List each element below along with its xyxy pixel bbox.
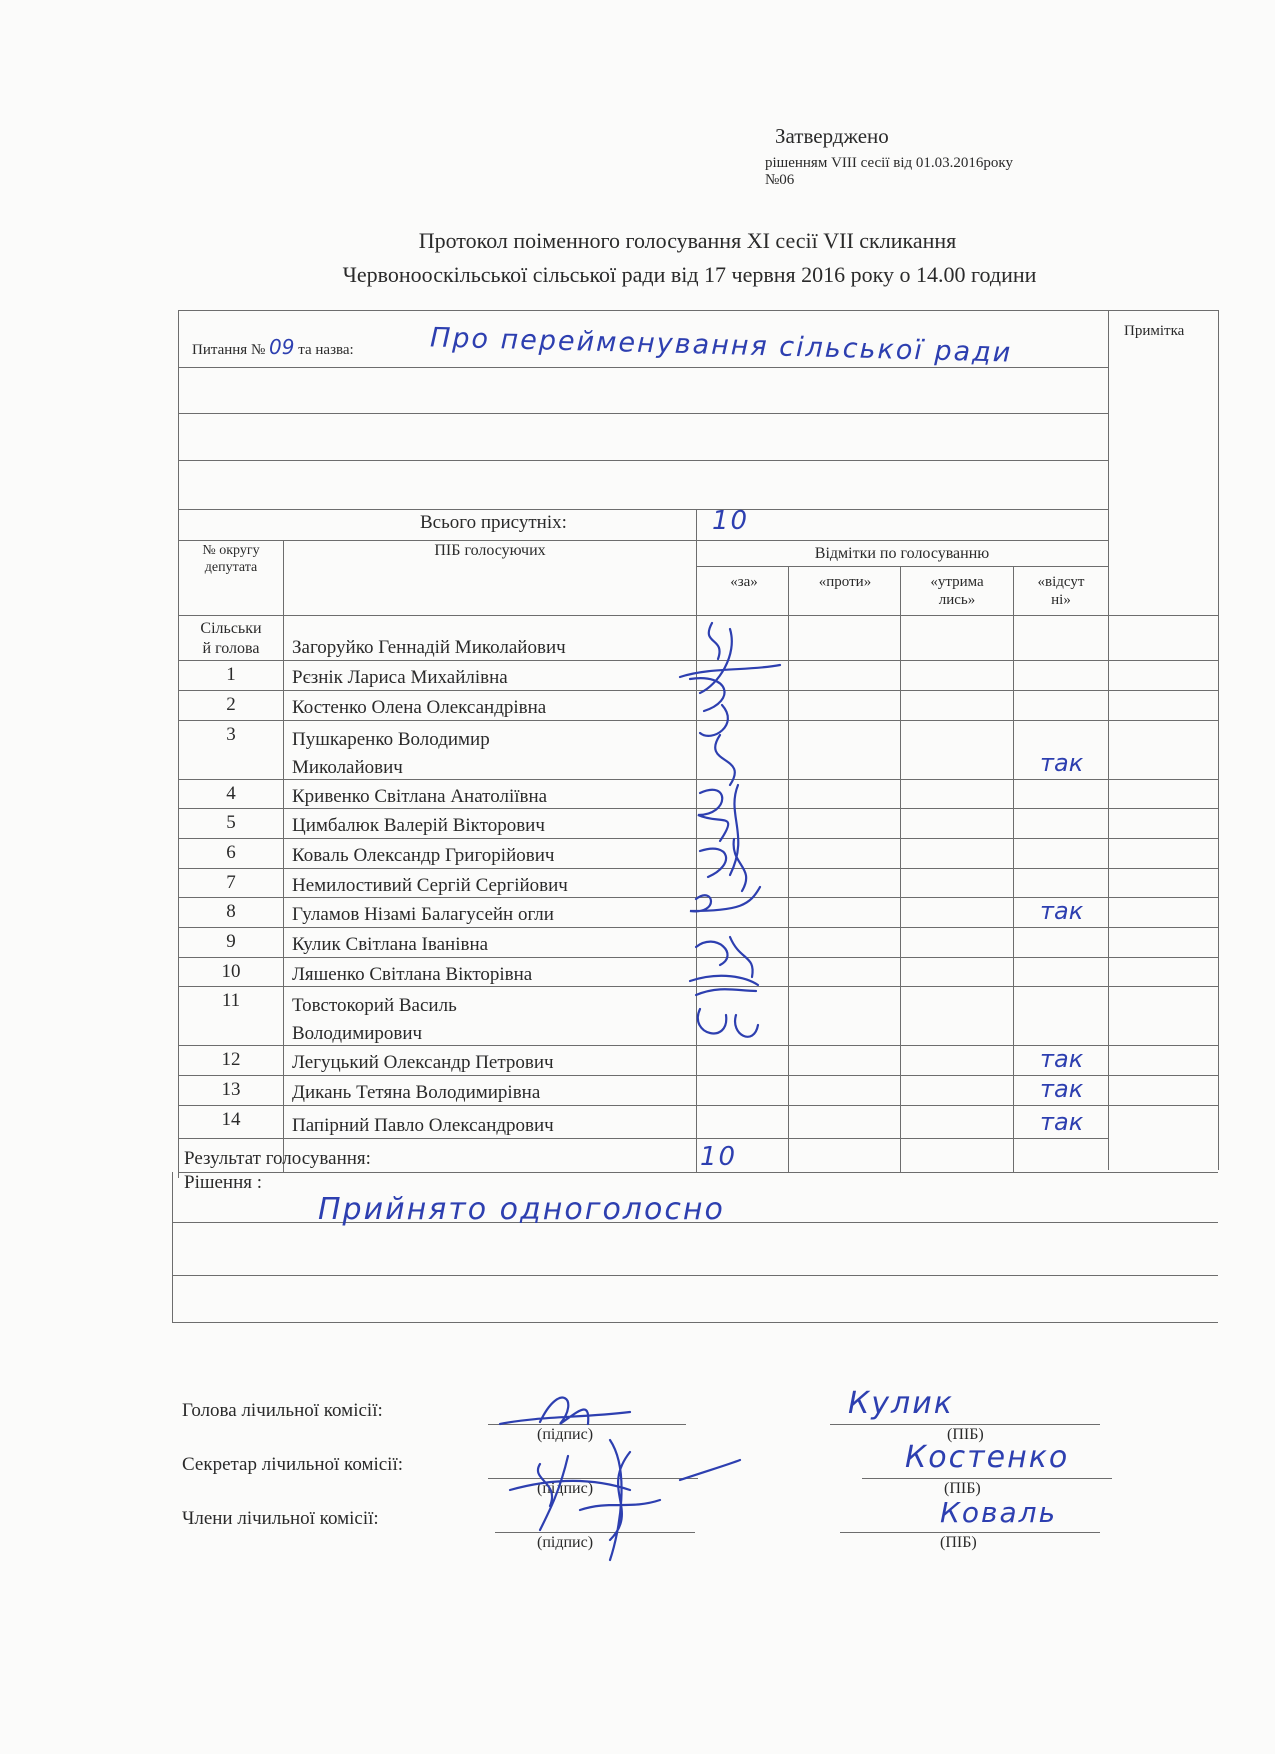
deputy-name — [292, 812, 692, 840]
deputy-name-line1: Костенко Олена Олександрівна — [292, 697, 547, 718]
district-number — [180, 1049, 282, 1071]
deputy-name — [292, 992, 692, 1048]
header-absent-line1: «відсут — [1037, 574, 1085, 590]
secretary-name-caption: (ПІБ) — [944, 1480, 981, 1497]
note-header: Примітка — [1124, 323, 1185, 339]
question-number: 09 — [269, 335, 295, 359]
district-number — [180, 664, 282, 686]
deputy-name — [292, 961, 692, 989]
deputy-name-line1: Цимбалюк Валерій Вікторович — [292, 815, 545, 836]
header-abstain — [902, 573, 1012, 609]
absent-mark: так — [1040, 897, 1084, 925]
chair-name-caption: (ПІБ) — [947, 1426, 984, 1443]
deputy-name-line2: Володимирович — [292, 1023, 423, 1044]
district-number-line1: 7 — [226, 872, 236, 893]
header-abstain-line1: «утрима — [930, 574, 984, 590]
district-number — [180, 901, 282, 923]
district-number — [180, 1109, 282, 1131]
document-title-line2: Червонооскільської сільської ради від 17 червня 2016 року о 14.00 години — [342, 262, 1037, 287]
header-abstain-line2: лись» — [938, 592, 976, 608]
deputy-name — [292, 872, 692, 900]
district-number-line1: 14 — [221, 1109, 241, 1130]
deputy-name — [292, 1112, 692, 1140]
deputy-name — [292, 783, 692, 811]
deputy-name — [292, 1079, 692, 1107]
deputy-name — [292, 931, 692, 959]
document-title-line1: Протокол поіменного голосування XI сесії VII скликання — [418, 228, 957, 253]
for-signatures — [660, 615, 800, 1055]
chair-sign-caption: (підпис) — [537, 1426, 594, 1443]
header-district: № округу депутата — [202, 543, 260, 575]
deputy-name-line1: Ляшенко Світлана Вікторівна — [292, 964, 533, 985]
district-number — [180, 931, 282, 953]
deputy-name-line1: Товстокорий Василь — [292, 995, 457, 1016]
deputy-name-line1: Папірний Павло Олександрович — [292, 1115, 554, 1136]
present-label: Всього присутніх: — [420, 512, 567, 533]
district-number-line1: 13 — [221, 1079, 241, 1100]
deputy-name — [292, 1049, 692, 1077]
deputy-name — [292, 726, 692, 782]
members-sign-caption: (підпис) — [537, 1534, 594, 1551]
deputy-name-line1: Загоруйко Геннадій Миколайович — [292, 637, 566, 658]
deputy-name-line1: Гуламов Нізамі Балагусейн огли — [292, 904, 554, 925]
chair-label: Голова лічильної комісії: — [182, 1400, 383, 1421]
header-name: ПІБ голосуючих — [434, 542, 546, 559]
district-number — [180, 1079, 282, 1101]
district-number — [180, 724, 282, 746]
district-number-line1: 3 — [226, 724, 236, 745]
district-number — [180, 694, 282, 716]
secretary-name: Костенко — [905, 1440, 1070, 1475]
district-number-line1: 10 — [221, 961, 241, 982]
members-label: Члени лічильної комісії: — [182, 1508, 379, 1529]
secretary-label: Секретар лічильної комісії: — [182, 1454, 404, 1475]
district-number — [180, 961, 282, 983]
district-number-line2: й голова — [202, 640, 260, 657]
approval-number: №06 — [765, 172, 795, 188]
deputy-name-line1: Пушкаренко Володимир — [292, 729, 490, 750]
header-marks: Відмітки по голосуванню — [814, 545, 990, 562]
header-for: «за» — [730, 574, 758, 590]
header-against: «проти» — [818, 574, 872, 590]
district-number — [180, 842, 282, 864]
question-label-prefix: Питання № — [192, 342, 266, 358]
question-name: Про перейменування сільської ради — [429, 322, 1013, 369]
decision-text: Прийнято одноголосно — [318, 1192, 725, 1227]
deputy-name-line1: Коваль Олександр Григорійович — [292, 845, 555, 866]
decision-label: Рішення : — [184, 1172, 263, 1193]
district-number-line1: 5 — [226, 812, 236, 833]
header-absent — [1015, 573, 1107, 609]
absent-mark: так — [1040, 1075, 1084, 1103]
header-absent-line2: ні» — [1051, 592, 1071, 608]
result-value: 10 — [700, 1142, 738, 1172]
absent-mark: так — [1040, 1108, 1084, 1136]
district-number-line1: 12 — [221, 1049, 241, 1070]
deputy-name-line1: Кривенко Світлана Анатоліївна — [292, 786, 548, 807]
question-label — [192, 335, 354, 359]
present-value: 10 — [712, 506, 750, 536]
deputy-name — [292, 901, 692, 929]
district-number-line1: 9 — [226, 931, 236, 952]
district-number-line1: 11 — [221, 990, 241, 1011]
district-number — [180, 783, 282, 805]
deputy-name — [292, 634, 692, 662]
district-number-line1: 2 — [226, 694, 236, 715]
deputy-name-line2: Миколайович — [292, 757, 403, 778]
district-number — [180, 990, 282, 1012]
deputy-name-line1: Кулик Світлана Іванівна — [292, 934, 489, 955]
district-number-line1: 4 — [226, 783, 236, 804]
members-name-caption: (ПІБ) — [940, 1534, 977, 1551]
chair-name: Кулик — [848, 1386, 954, 1421]
result-label: Результат голосування: — [184, 1148, 371, 1169]
deputy-name-line1: Немилостивий Сергій Сергійович — [292, 875, 568, 896]
question-label-suffix: та назва: — [298, 342, 354, 358]
approval-line — [765, 155, 1013, 189]
secretary-sign-caption: (підпис) — [537, 1480, 594, 1497]
deputy-name-line1: Рєзнік Лариса Михайлівна — [292, 667, 508, 688]
deputy-name — [292, 842, 692, 870]
deputy-name — [292, 694, 692, 722]
approval-title: Затверджено — [775, 124, 889, 148]
commission-signatures — [480, 1360, 750, 1570]
district-number — [180, 812, 282, 834]
absent-mark: так — [1040, 1045, 1084, 1073]
approval-decision: рішенням VIII сесії від 01.03.2016року — [765, 155, 1013, 171]
district-number — [180, 619, 282, 659]
deputy-name-line1: Дикань Тетяна Володимирівна — [292, 1082, 541, 1103]
deputy-name-line1: Легуцький Олександр Петрович — [292, 1052, 554, 1073]
district-number — [180, 872, 282, 894]
members-name: Коваль — [940, 1496, 1058, 1529]
district-number-line1: 1 — [226, 664, 236, 685]
deputy-name — [292, 664, 692, 692]
district-number-line1: 6 — [226, 842, 236, 863]
district-number-line1: Сільськи — [200, 620, 262, 637]
absent-mark: так — [1040, 749, 1084, 777]
district-number-line1: 8 — [226, 901, 236, 922]
